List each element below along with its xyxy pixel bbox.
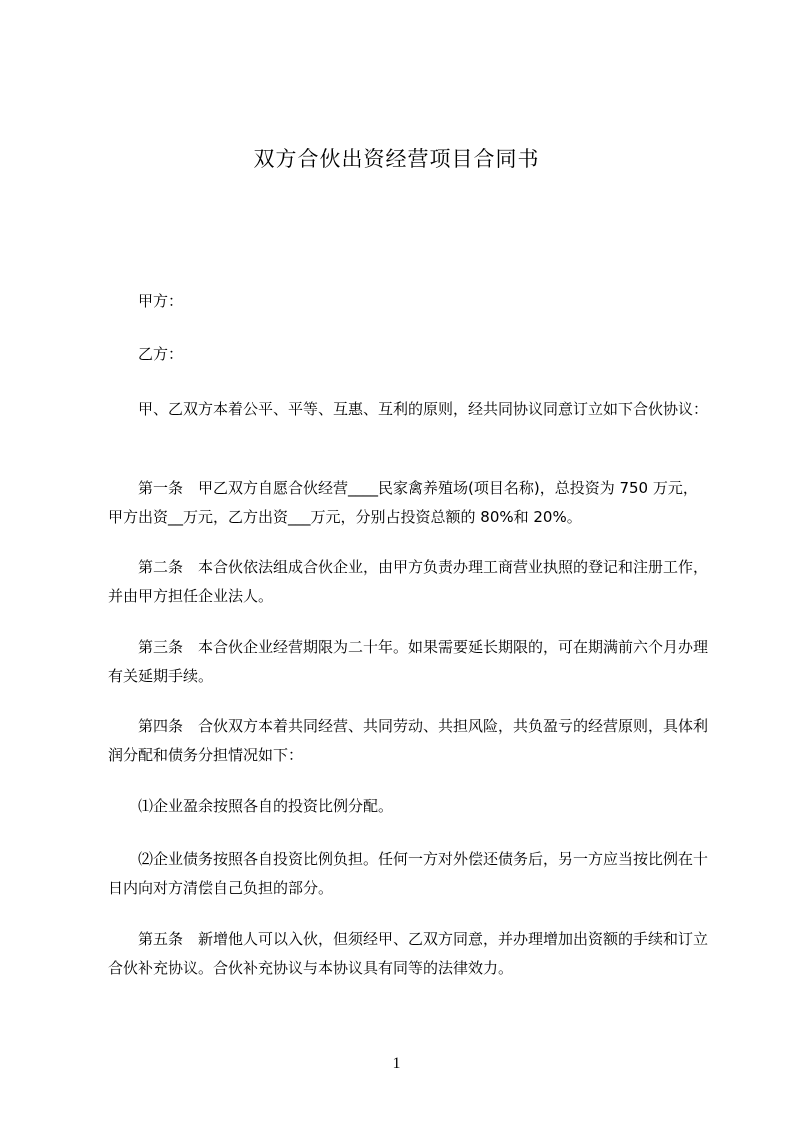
article-5: 第五条 新增他人可以入伙，但须经甲、乙双方同意，并办理增加出资额的手续和订立合伙补充协议。合伙补充协议与本协议具有同等的法律效力。 (108, 930, 709, 977)
page-number: 1 (392, 1055, 401, 1072)
intro-paragraph: 甲、乙双方本着公平、平等、互惠、互利的原则，经共同协议同意订立如下合伙协议： (138, 400, 709, 418)
article-4-item-2: ⑵企业债务按照各自投资比例负担。任何一方对外偿还债务后，另一方应当按比例在十日内向对方清偿自己负担的部分。 (108, 850, 709, 897)
article-4: 第四条 合伙双方本着共同经营、共同劳动、共担风险，共负盈亏的经营原则，具体利润分配和债务分担情况如下： (108, 717, 709, 764)
article-1: 第一条 甲乙双方自愿合伙经营____民家禽养殖场(项目名称)，总投资为 750 万元，甲方出资__万元，乙方出资___万元，分别占投资总额的 80%和 20%。 (108, 479, 698, 526)
document-title: 双方合伙出资经营项目合同书 (253, 147, 540, 171)
article-4-item-1: ⑴企业盈余按照各自的投资比例分配。 (138, 797, 394, 815)
party-a-label: 甲方： (138, 292, 184, 310)
article-3: 第三条 本合伙企业经营期限为二十年。如果需要延长期限的，可在期满前六个月办理有关延期手续。 (108, 638, 709, 685)
party-b-label: 乙方： (138, 345, 184, 363)
article-2: 第二条 本合伙依法组成合伙企业，由甲方负责办理工商营业执照的登记和注册工作，并由甲方担任企业法人。 (108, 558, 709, 605)
